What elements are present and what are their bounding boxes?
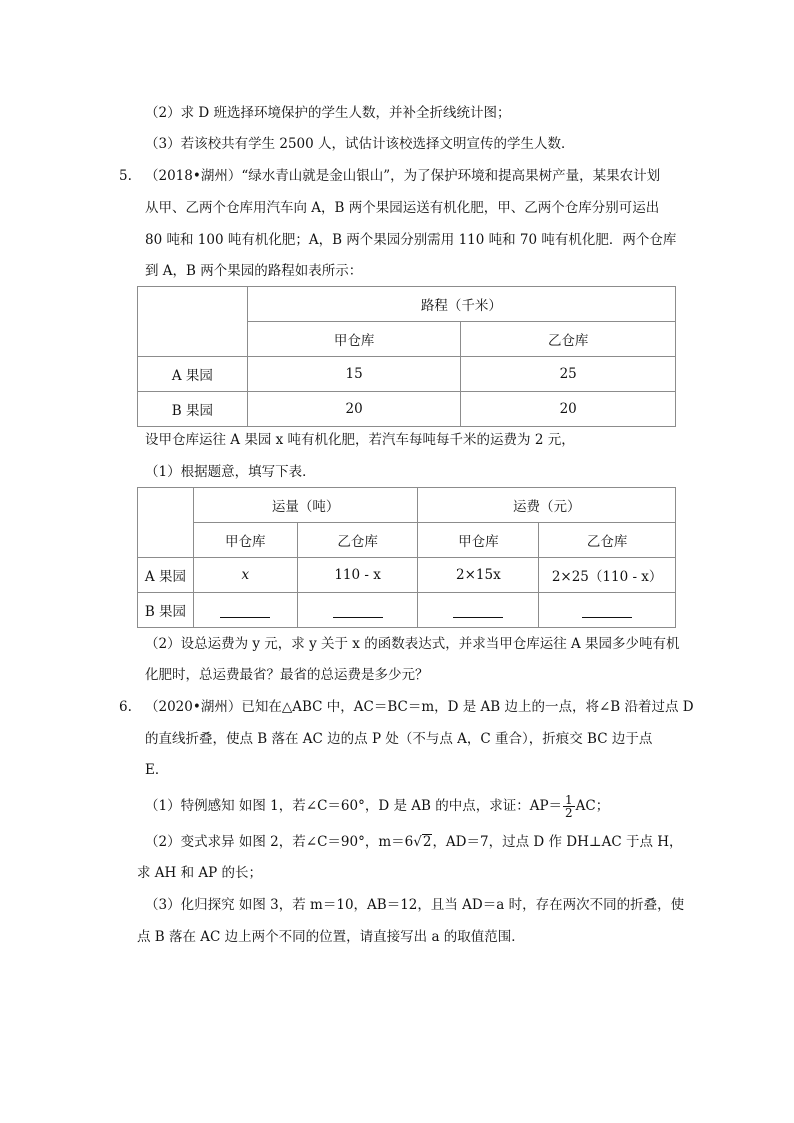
table2-row-b-label: B 果园: [138, 593, 194, 628]
q6-part1-text: （1）特例感知 如图 1，若∠C＝60°，D 是 AB 的中点，求证：AP＝: [145, 798, 563, 814]
sqrt-symbol: √: [413, 834, 422, 850]
answer-blank[interactable]: [193, 593, 297, 628]
table1-col-yi: 乙仓库: [461, 322, 676, 357]
blank-line: [453, 603, 503, 618]
q6-part2-text-b: ，AD＝7，过点 D 作 DH⊥AC 于点 H，: [432, 834, 683, 850]
table1-corner-cell: [138, 287, 248, 357]
answer-blank[interactable]: [539, 593, 676, 628]
blank-line: [582, 603, 632, 618]
table2-col: 甲仓库: [193, 523, 297, 558]
table2-group-volume: 运量（吨）: [193, 488, 418, 523]
blank-line: [333, 603, 383, 618]
table2-row-a-label: A 果园: [138, 558, 194, 593]
table1-cell: 25: [461, 357, 676, 392]
table2-cell: 2×25（110 - x）: [539, 558, 676, 593]
table2-cell: 110 - x: [297, 558, 418, 593]
q6-line-2: 的直线折叠，使点 B 落在 AC 边的点 P 处（不与点 A，C 重合），折痕交 BC 边于点: [145, 731, 653, 747]
q6-part2-line-2: 求 AH 和 AP 的长；: [137, 865, 263, 881]
table1-cell: 20: [461, 392, 676, 427]
q5-line-3: 80 吨和 100 吨有机化肥；A，B 两个果园分别需用 110 吨和 70 吨有机化肥．两个仓库: [145, 232, 677, 248]
table1-row-b-label: B 果园: [138, 392, 248, 427]
table1-cell: 20: [247, 392, 461, 427]
table2-corner-cell: [138, 488, 194, 558]
table2-cell: 2×15x: [418, 558, 539, 593]
q6-part1: [145, 794, 609, 819]
table1-row-a-label: A 果园: [138, 357, 248, 392]
q5-number: 5.: [119, 168, 132, 184]
table2-cell: x: [193, 558, 297, 593]
q6-part1-tail: AC；: [575, 798, 610, 814]
fraction-numerator: 1: [565, 793, 573, 807]
sqrt-radicand: 2: [422, 834, 432, 850]
one-half-fraction: [563, 794, 575, 819]
q5-part2-line-1: （2）设总运费为 y 元，求 y 关于 x 的函数表达式，并求当甲仓库运往 A 果园多少吨有机: [145, 636, 680, 652]
table1-col-jia: 甲仓库: [247, 322, 461, 357]
q6-number: 6.: [119, 699, 132, 715]
table2-col: 甲仓库: [418, 523, 539, 558]
q6-part3-line-1: （3）化归探究 如图 3，若 m＝10，AB＝12，且当 AD＝a 时，存在两次不同的折叠，使: [145, 897, 685, 913]
q6-part3-line-2: 点 B 落在 AC 边上两个不同的位置，请直接写出 a 的取值范围．: [137, 929, 525, 945]
blank-line: [220, 603, 270, 618]
answer-blank[interactable]: [418, 593, 539, 628]
q6-part2: [145, 832, 683, 852]
table2-group-cost: 运费（元）: [418, 488, 676, 523]
q5-setup-text: 设甲仓库运往 A 果园 x 吨有机化肥，若汽车每吨每千米的运费为 2 元，: [145, 432, 575, 448]
q5-part2-line-2: 化肥时，总运费最省？最省的总运费是多少元？: [145, 667, 429, 683]
q6-part2-text-a: （2）变式求异 如图 2，若∠C＝90°，m＝6: [145, 834, 414, 850]
q6-line-1: （2020•湖州）已知在△ABC 中，AC＝BC＝m，D 是 AB 边上的一点，将∠B 沿着过点 D: [145, 699, 694, 715]
q6-line-3: E．: [145, 762, 169, 778]
cost-table: [137, 487, 676, 628]
fraction-denominator: 2: [565, 806, 573, 820]
table2-col: 乙仓库: [539, 523, 676, 558]
distance-table: [137, 286, 676, 427]
table2-col: 乙仓库: [297, 523, 418, 558]
answer-blank[interactable]: [297, 593, 418, 628]
q4-part2-text: （2）求 D 班选择环境保护的学生人数，并补全折线统计图；: [145, 105, 511, 121]
q5-line-1: （2018•湖州）“绿水青山就是金山银山”，为了保护环境和提高果树产量，某果农计划: [145, 168, 661, 184]
q4-part3-text: （3）若该校共有学生 2500 人，试估计该校选择文明宣传的学生人数．: [145, 136, 575, 152]
q5-part1-text: （1）根据题意，填写下表．: [145, 464, 316, 480]
q5-line-2: 从甲、乙两个仓库用汽车向 A，B 两个果园运送有机化肥，甲、乙两个仓库分别可运出: [145, 200, 660, 216]
q5-line-4: 到 A，B 两个果园的路程如表所示：: [145, 263, 363, 279]
table1-header: 路程（千米）: [247, 287, 675, 322]
table1-cell: 15: [247, 357, 461, 392]
